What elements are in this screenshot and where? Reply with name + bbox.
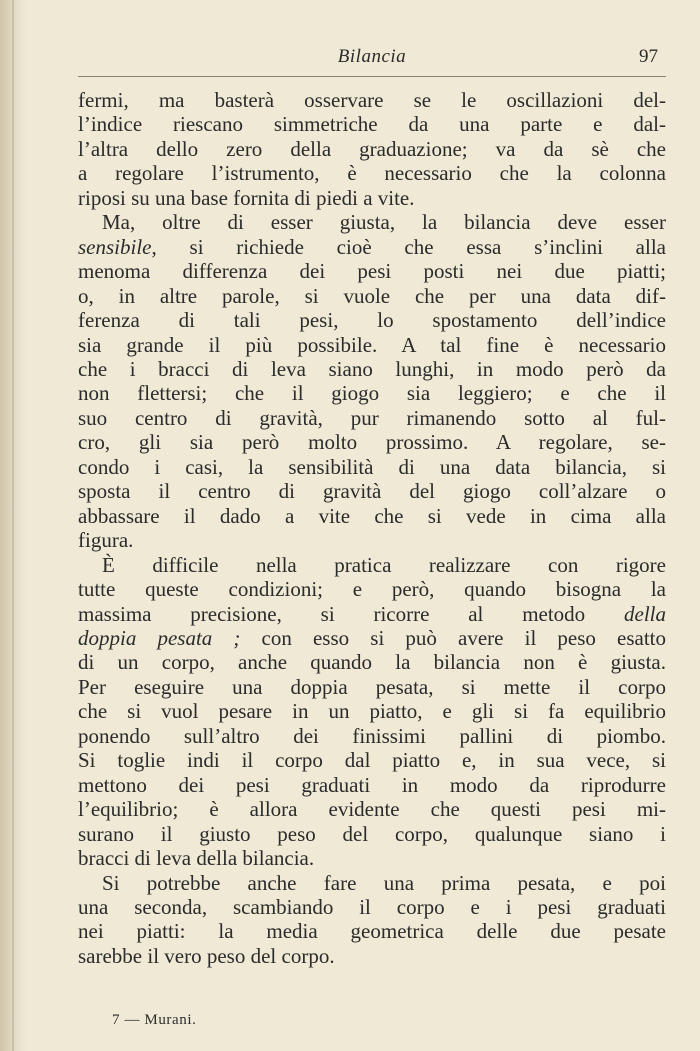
line-text: non flettersi; che il giogo sia leggiero; e che il <box>78 381 666 406</box>
italic-term: sensibile <box>78 234 152 259</box>
text-line <box>78 137 666 161</box>
line-text: condo i casi, la sensibilità di una data bilancia, si <box>78 454 666 479</box>
text-line <box>78 871 666 895</box>
text-line <box>78 455 666 479</box>
line-text: abbassare il dado a vite che si vede in cima alla <box>78 503 666 528</box>
page-number: 97 <box>639 46 658 67</box>
line-text: riposi su una base fornita di piedi a vite. <box>78 185 415 210</box>
text-line <box>78 112 666 136</box>
text-line <box>78 602 666 626</box>
line-text: bracci di leva della bilancia. <box>78 846 315 871</box>
text-line <box>78 308 666 332</box>
running-head <box>78 44 666 74</box>
text-line <box>78 895 666 919</box>
text-line <box>78 259 666 283</box>
line-text: sposta il centro di gravità del giogo coll’alzare o <box>78 479 666 504</box>
line-text: Si toglie indi il corpo dal piatto e, in sua vece, si <box>78 748 666 773</box>
text-line <box>78 822 666 846</box>
line-text: l’indice riescano simmetriche da una parte e dal- <box>78 112 666 137</box>
text-line <box>78 773 666 797</box>
line-text: una seconda, scambiando il corpo e i pesi graduati <box>78 894 666 919</box>
text-line <box>78 528 666 552</box>
line-text: o, in altre parole, si vuole che per una data dif- <box>78 283 666 308</box>
text-line <box>78 748 666 772</box>
text-line <box>78 944 666 968</box>
text-line <box>78 406 666 430</box>
text-line <box>78 161 666 185</box>
line-text: suo centro di gravità, pur rimanendo sotto al ful- <box>78 405 666 430</box>
header-rule <box>78 76 666 77</box>
line-text: l’altra dello zero della graduazione; va da sè che <box>78 136 666 161</box>
line-text: nei piatti: la media geometrica delle due pesate <box>78 919 666 944</box>
line-text: tutte queste condizioni; e però, quando bisogna la <box>78 577 666 602</box>
italic-term: doppia pesata ; <box>78 625 241 650</box>
line-text: mettono dei pesi graduati in modo da riprodurre <box>78 772 666 797</box>
line-text: di un corpo, anche quando la bilancia non è giusta. <box>78 650 666 675</box>
line-text: ponendo sull’altro dei finissimi pallini di piombo. <box>78 723 666 748</box>
text-line <box>78 88 666 112</box>
line-text: , si richiede cioè che essa s’inclini alla <box>151 234 666 259</box>
text-line <box>78 797 666 821</box>
text-line <box>78 919 666 943</box>
line-text: ferenza di tali pesi, lo spostamento dell’indice <box>78 308 666 333</box>
line-text: fermi, ma basterà osservare se le oscillazioni del- <box>78 88 666 112</box>
body-text <box>78 88 666 968</box>
signature-mark: 7 — Murani. <box>112 1012 197 1028</box>
text-line <box>78 210 666 234</box>
line-text: figura. <box>78 528 134 553</box>
line-text: Ma, oltre di esser giusta, la bilancia deve esser <box>102 210 666 235</box>
running-title: Bilancia <box>337 46 407 67</box>
line-text: menoma differenza dei pesi posti nei due piatti; <box>78 259 666 284</box>
text-line <box>78 724 666 748</box>
line-text: che i bracci di leva siano lunghi, in modo però da <box>78 356 666 381</box>
text-line <box>78 675 666 699</box>
line-text: Si potrebbe anche fare una prima pesata, e poi <box>102 870 666 895</box>
text-line <box>78 235 666 259</box>
line-text: Per eseguire una doppia pesata, si mette il corpo <box>78 674 666 699</box>
text-line <box>78 650 666 674</box>
text-line <box>78 479 666 503</box>
text-line <box>78 381 666 405</box>
text-line <box>78 430 666 454</box>
line-text: È difficile nella pratica realizzare con rigore <box>102 552 666 577</box>
line-text: sarebbe il vero peso del corpo. <box>78 943 335 968</box>
line-text: surano il giusto peso del corpo, qualunque siano i <box>78 821 666 846</box>
text-line <box>78 284 666 308</box>
line-text: cro, gli sia però molto prossimo. A regolare, se- <box>78 430 666 455</box>
text-line <box>78 553 666 577</box>
text-line <box>78 577 666 601</box>
italic-term: della <box>624 601 666 626</box>
page-binding-line <box>12 0 14 1051</box>
text-line <box>78 626 666 650</box>
line-text: a regolare l’istrumento, è necessario che la colonna <box>78 161 666 186</box>
line-text: con esso si può avere il peso esatto <box>240 625 666 650</box>
text-line <box>78 846 666 870</box>
text-line <box>78 333 666 357</box>
line-text: che si vuol pesare in un piatto, e gli si fa equilibrio <box>78 699 666 724</box>
line-text: massima precisione, si ricorre al metodo <box>78 601 624 626</box>
line-text: l’equilibrio; è allora evidente che questi pesi mi- <box>78 797 666 822</box>
text-line <box>78 357 666 381</box>
line-text: sia grande il più possibile. A tal fine è necessario <box>78 332 666 357</box>
text-line <box>78 699 666 723</box>
text-line <box>78 504 666 528</box>
text-line <box>78 186 666 210</box>
